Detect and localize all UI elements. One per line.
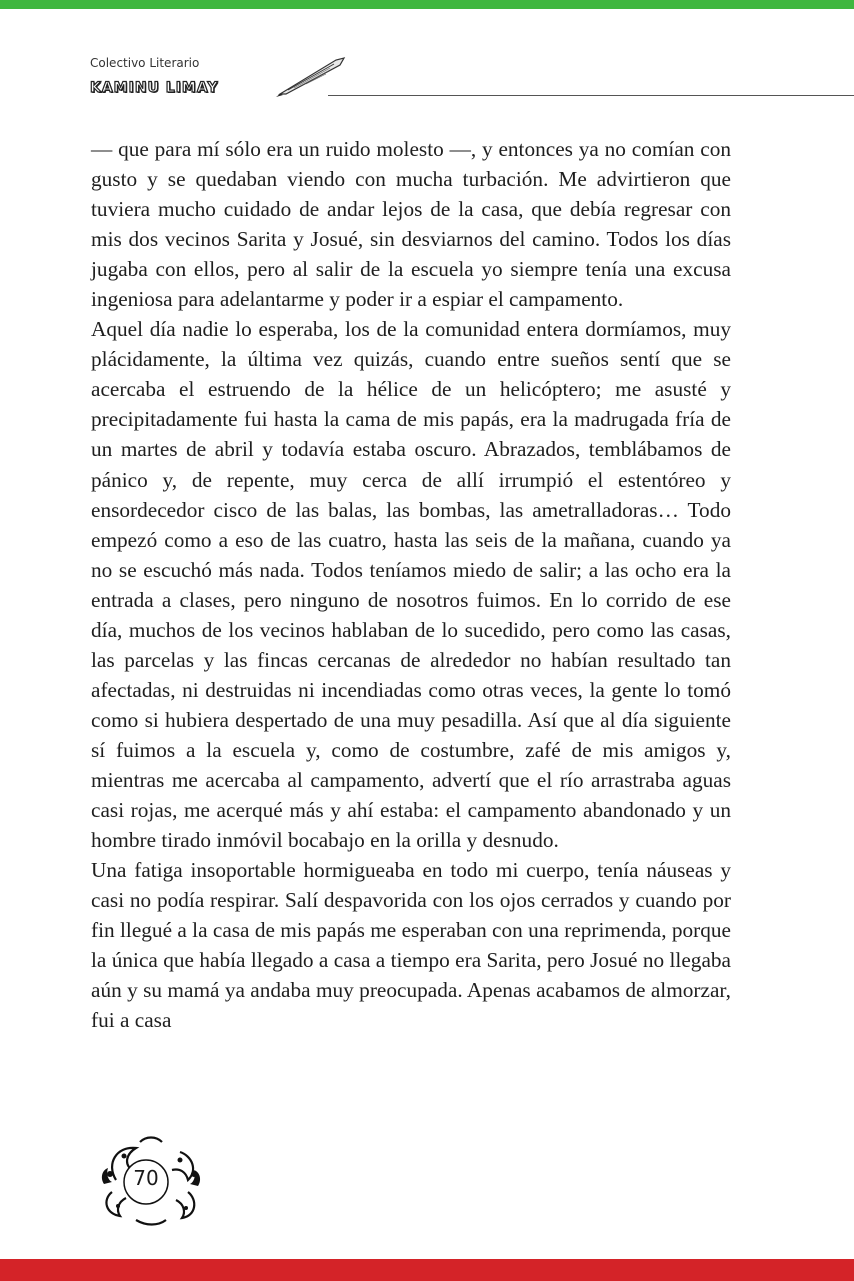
quill-pen-icon — [274, 56, 354, 98]
collective-label: Colectivo Literario — [90, 56, 200, 70]
header-rule — [328, 95, 854, 96]
publisher-logo: KAMINU LIMAY — [90, 80, 219, 96]
top-color-band — [0, 0, 854, 9]
paragraph-2: Aquel día nadie lo esperaba, los de la comunidad entera dormíamos, muy plácidamente, la última vez quizás, cuando entre sueños sentí que se acercaba el estruendo de la hélice de un helicóptero; me asusté y precipitadamente fui hasta la cama de mis papás, era la madrugada fría de un martes de abril y todavía estaba oscuro. Abrazados, temblábamos de pánico y, de repente, muy cerca de allí irrumpió el estentóreo y ensordecedor cisco de las balas, las bombas, las ametralladoras… Todo empezó como a eso de las cuatro, hasta las seis de la mañana, cuando ya no se escuchó más nada. Todos teníamos miedo de salir; a las ocho era la entrada a clases, pero ninguno de nosotros fuimos. En lo corrido de ese día, muchos de los vecinos hablaban de lo sucedido, pero como las casas, las parcelas y las fincas cercanas de alrededor no habían resultado tan afectadas, ni destruidas ni incendiadas como otras veces, la gente lo tomó como si hubiera despertado de una muy pesadilla. Así que al día siguiente sí fuimos a la escuela y, como de costumbre, zafé de mis amigos y, mientras me acercaba al campamento, advertí que el río arrastraba aguas casi rojas, me acerqué más y ahí estaba: el campamento abandonado y un hombre tirado inmóvil bocabajo en la orilla y desnudo. — [91, 317, 731, 853]
paragraph-1: — que para mí sólo era un ruido molesto —, y entonces ya no comían con gusto y se quedaban viendo con mucha turbación. Me advirtieron que tuviera mucho cuidado de andar lejos de la casa, que debía regresar con mis dos vecinos Sarita y Josué, sin desviarnos del camino. Todos los días jugaba con ellos, pero al salir de la escuela yo siempre tenía una excusa ingeniosa para adelantarme y poder ir a espiar el campamento. — [91, 137, 731, 312]
page-number: 70 — [133, 1166, 159, 1190]
paragraph-3: Una fatiga insoportable hormigueaba en todo mi cuerpo, tenía náuseas y casi no podía respirar. Salí despavorida con los ojos cerrados y cuando por fin llegué a la casa de mis papás me esperaban con una reprimenda, porque la única que había llegado a casa a tiempo era Sarita, pero Josué no llegaba aún y su mamá ya andaba muy preocupada. Apenas acabamos de almorzar, fui a casa — [91, 858, 731, 1033]
bottom-color-band — [0, 1259, 854, 1281]
body-text — [91, 134, 731, 1035]
page-header — [90, 56, 854, 106]
